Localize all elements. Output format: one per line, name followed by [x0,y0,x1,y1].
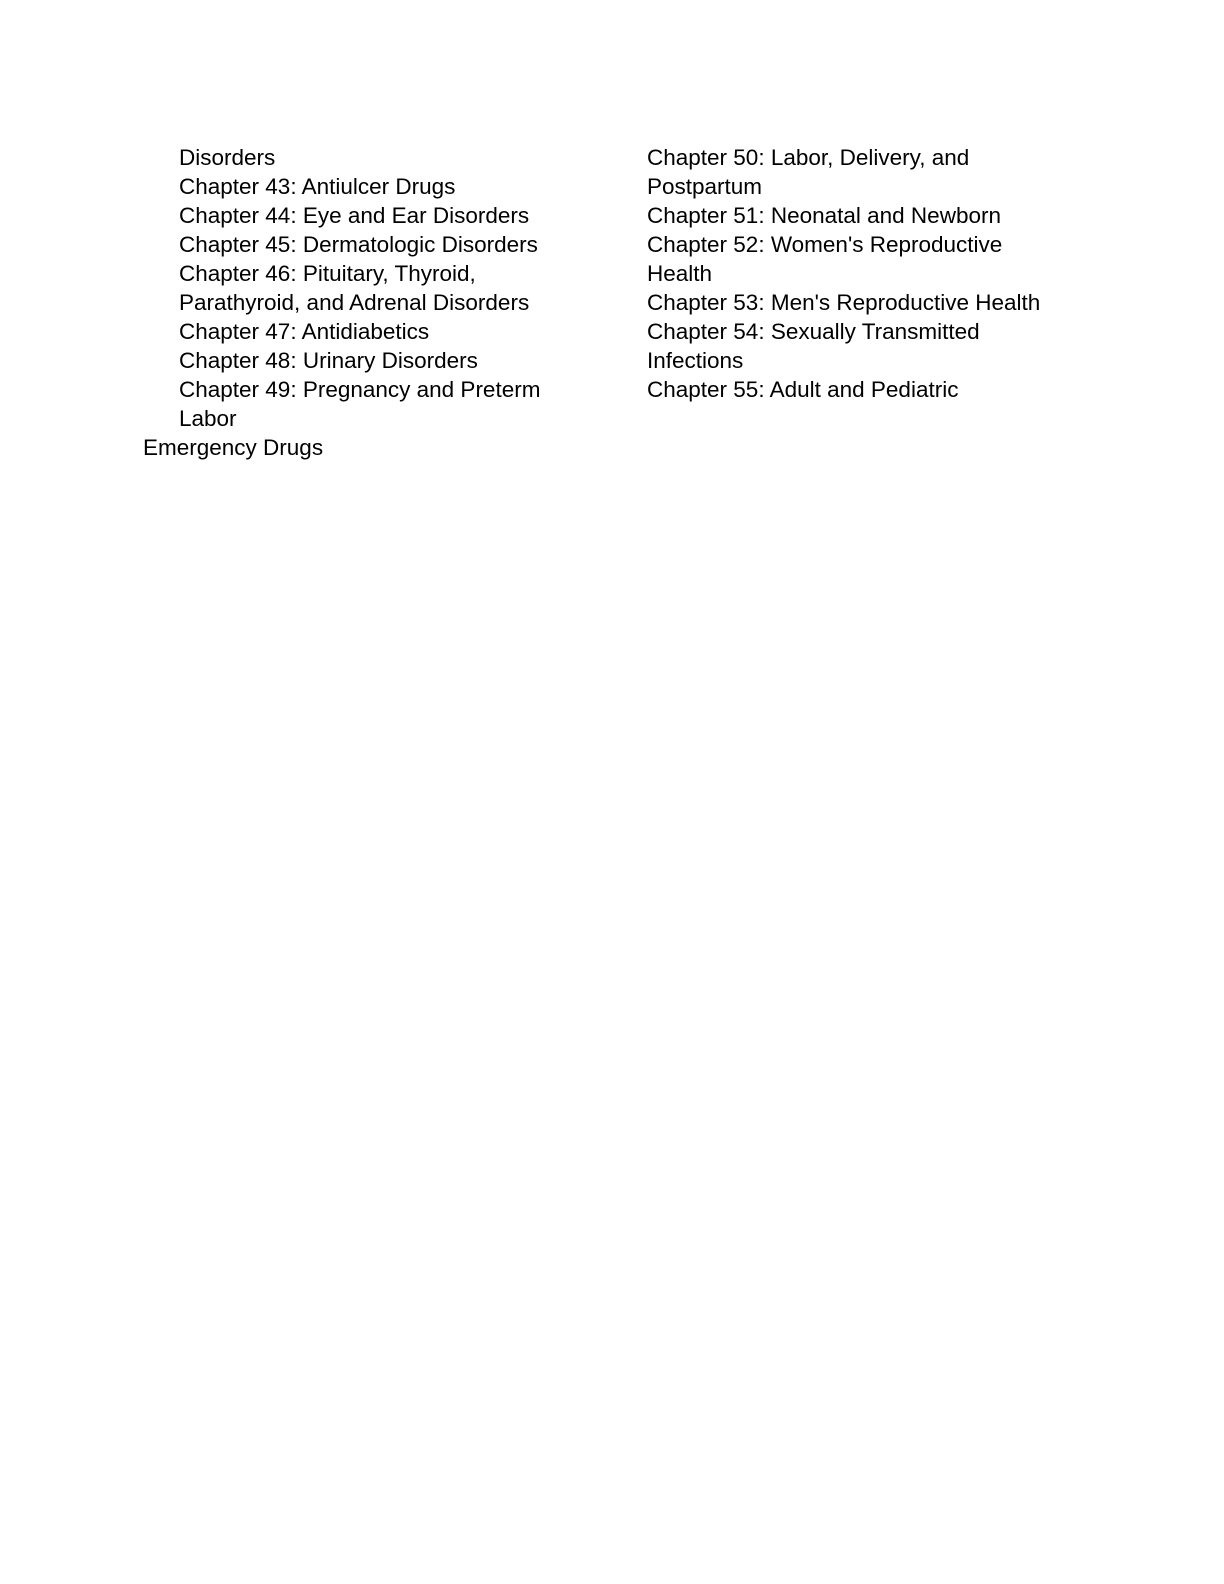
toc-line: Chapter 46: Pituitary, Thyroid, [179,261,476,286]
toc-line: Chapter 44: Eye and Ear Disorders [179,203,530,228]
toc-right-column [647,143,1087,404]
toc-line: Chapter 48: Urinary Disorders [179,348,478,373]
toc-line: Infections [647,348,744,373]
toc-line: Chapter 51: Neonatal and Newborn [647,203,1001,228]
toc-line: Chapter 55: Adult and Pediatric [647,377,959,402]
toc-line: Chapter 53: Men's Reproductive Health [647,290,1041,315]
toc-line: Postpartum [647,174,763,199]
toc-line: Parathyroid, and Adrenal Disorders [179,290,530,315]
toc-line: Chapter 50: Labor, Delivery, and [647,145,970,170]
toc-line: Chapter 49: Pregnancy and Preterm [179,377,541,402]
toc-line: Health [647,261,713,286]
toc-line: Chapter 52: Women's Reproductive [647,232,1003,257]
toc-line: Chapter 43: Antiulcer Drugs [179,174,456,199]
toc-line: Chapter 45: Dermatologic Disorders [179,232,538,257]
toc-line: Chapter 54: Sexually Transmitted [647,319,980,344]
toc-left-column [143,143,583,462]
toc-section-heading: Emergency Drugs [143,435,324,460]
toc-line: Disorders [179,145,276,170]
toc-line: Chapter 47: Antidiabetics [179,319,430,344]
toc-line: Labor [179,406,237,431]
